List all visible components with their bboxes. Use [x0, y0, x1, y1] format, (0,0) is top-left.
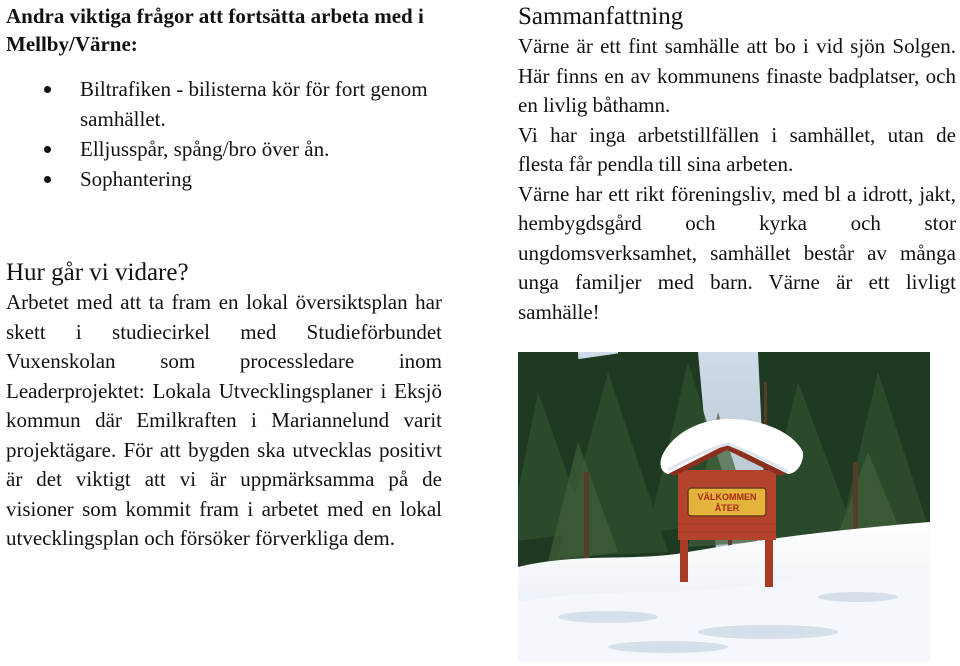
bullet-dot-icon — [44, 86, 51, 93]
svg-text:VÄLKOMMEN: VÄLKOMMEN — [697, 492, 757, 502]
summary-paragraph: Värne har ett rikt föreningsliv, med bl a idrott, jakt, hembygdsgård och kyrka och stor ungdomsverksamhet, samhället består av många unga familjer med barn. Värne är ett livligt samhälle! — [518, 181, 956, 324]
summary-paragraph: Värne är ett fint samhälle att bo i vid sjön Solgen. Här finns en av kommunens finaste badplatser, och en livlig båthamn. — [518, 34, 956, 117]
right-column — [518, 2, 956, 327]
questions-list — [6, 74, 442, 194]
left-column — [6, 2, 442, 554]
list-item — [6, 164, 442, 194]
list-item — [6, 74, 442, 134]
svg-text:ÅTER: ÅTER — [714, 503, 740, 513]
summary-paragraph: Vi har inga arbetstillfällen i samhället, utan de flesta får pendla till sina arbeten. — [518, 122, 956, 176]
list-item — [6, 134, 442, 164]
list-item-text: Sophantering — [80, 167, 192, 191]
next-steps-text: Arbetet med att ta fram en lokal översiktsplan har skett i studiecirkel med Studieförbundet Vuxenskolan som processledare inom Leaderprojektet: Lokala Utvecklingsplaner i Eksjö kommun där Emilkraften i Mariannelund varit projektägare. För att bygden ska utvecklas positivt är det viktigt att vi är uppmärksamma på de visioner som kommit fram i arbetet med en lokal utvecklingsplan och försöker förverkliga dem. — [6, 290, 442, 550]
questions-heading: Andra viktiga frågor att fortsätta arbeta med i Mellby/Värne: — [6, 4, 424, 56]
next-steps-title: Hur går vi vidare? — [6, 259, 189, 286]
bullet-dot-icon — [44, 146, 51, 153]
list-item-text: Biltrafiken - bilisterna kör för fort genom samhället. — [80, 77, 428, 131]
welcome-sign-photo — [518, 352, 930, 662]
summary-title: Sammanfattning — [518, 3, 684, 30]
snowy-forest-illustration — [518, 352, 930, 662]
bullet-dot-icon — [44, 176, 51, 183]
list-item-text: Elljusspår, spång/bro över ån. — [80, 137, 330, 161]
